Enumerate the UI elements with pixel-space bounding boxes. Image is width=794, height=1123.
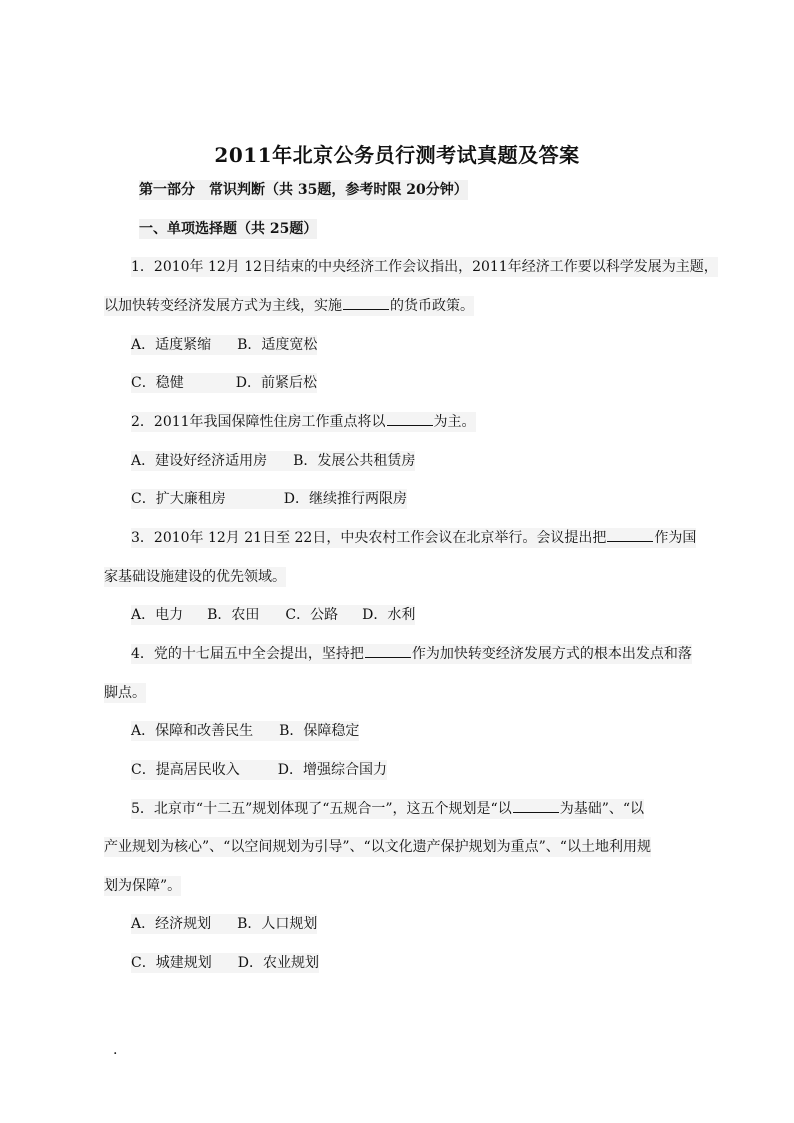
q4-options-row1 xyxy=(131,721,359,741)
q3-option-d: D．水利 xyxy=(362,607,416,623)
q1-text-before-blank: 以加快转变经济发展方式为主线，实施 xyxy=(104,298,342,314)
q5-stem-line2: 产业规划为核心”、“以空间规划为引导”、“以文化遗产保护规划为重点”、“以土地利用规 xyxy=(104,839,651,855)
q5-stem-line1 xyxy=(131,799,644,819)
q4-text-after-blank: 作为加快转变经济发展方式的根本出发点和落 xyxy=(411,646,692,662)
q1-blank xyxy=(343,297,389,310)
q2-option-d: D．继续推行两限房 xyxy=(283,491,407,507)
q1-stem-line2 xyxy=(104,296,474,316)
q3-option-b: B．农田 xyxy=(207,607,260,623)
q2-options-row1 xyxy=(131,451,415,471)
q4-option-d: D．增强综合国力 xyxy=(277,762,387,778)
q2-text-after-blank: 为主。 xyxy=(433,414,476,430)
q3-option-a: A．电力 xyxy=(131,607,184,623)
q5-stem-line3: 划为保障”。 xyxy=(104,878,182,894)
q1-option-a: A．适度紧缩 xyxy=(131,337,212,353)
q1-text-after-blank: 的货币政策。 xyxy=(390,298,474,314)
q2-text-before-blank: 2．2011年我国保障性住房工作重点将以 xyxy=(131,414,386,430)
q1-option-c: C．稳健 xyxy=(131,375,184,391)
q1-stem-line1: 1．2010年 12月 12日结束的中央经济工作会议指出，2011年经济工作要以科学发展为主题， xyxy=(131,259,718,275)
q5-options-row1 xyxy=(131,914,317,934)
q2-option-b: B．发展公共租赁房 xyxy=(293,453,416,469)
q3-option-c: C．公路 xyxy=(285,607,339,623)
q3-stem-line2: 家基础设施建设的优先领域。 xyxy=(104,569,286,585)
q2-option-a: A．建设好经济适用房 xyxy=(131,453,268,469)
footer-dot: . xyxy=(113,1042,118,1058)
q2-stem xyxy=(131,412,476,432)
q4-blank xyxy=(365,645,411,658)
q1-option-b: B．适度宽松 xyxy=(237,337,318,353)
document-title: 2011年北京公务员行测考试真题及答案 xyxy=(214,143,580,167)
q3-text-after-blank: 作为国 xyxy=(654,530,697,546)
q4-options-row2 xyxy=(131,760,387,780)
q5-blank xyxy=(513,800,559,813)
q3-options-row xyxy=(131,605,415,625)
q3-blank xyxy=(607,529,653,542)
section-heading: 一、单项选择题（共 25题） xyxy=(139,221,318,237)
q3-stem-line1 xyxy=(131,528,696,548)
q4-option-a: A．保障和改善民生 xyxy=(131,723,254,739)
part-heading: 第一部分 常识判断（共 35题，参考时限 20分钟） xyxy=(139,182,468,198)
q4-text-before-blank: 4．党的十七届五中全会提出，坚持把 xyxy=(131,646,364,662)
q1-options-row1 xyxy=(131,335,317,355)
q5-option-b: B．人口规划 xyxy=(237,916,318,932)
q5-option-c: C．城建规划 xyxy=(131,955,212,971)
q2-blank xyxy=(387,413,433,426)
q3-text-before-blank: 3．2010年 12月 21日至 22日，中央农村工作会议在北京举行。会议提出把 xyxy=(131,530,607,546)
q5-text-after-blank: 为基础”、“以 xyxy=(559,801,645,817)
q4-stem-line1 xyxy=(131,644,692,664)
q5-option-a: A．经济规划 xyxy=(131,916,212,932)
q1-options-row2 xyxy=(131,373,317,393)
q5-text-before-blank: 5．北京市“十二五”规划体现了“五规合一”，这五个规划是“以 xyxy=(131,801,512,817)
q4-stem-line2: 脚点。 xyxy=(104,685,146,701)
q4-option-b: B．保障稳定 xyxy=(279,723,360,739)
q1-option-d: D．前紧后松 xyxy=(235,375,317,391)
q2-options-row2 xyxy=(131,489,407,509)
q2-option-c: C．扩大廉租房 xyxy=(131,491,226,507)
q5-option-d: D．农业规划 xyxy=(237,955,319,971)
q4-option-c: C．提高居民收入 xyxy=(131,762,240,778)
q5-options-row2 xyxy=(131,953,319,973)
